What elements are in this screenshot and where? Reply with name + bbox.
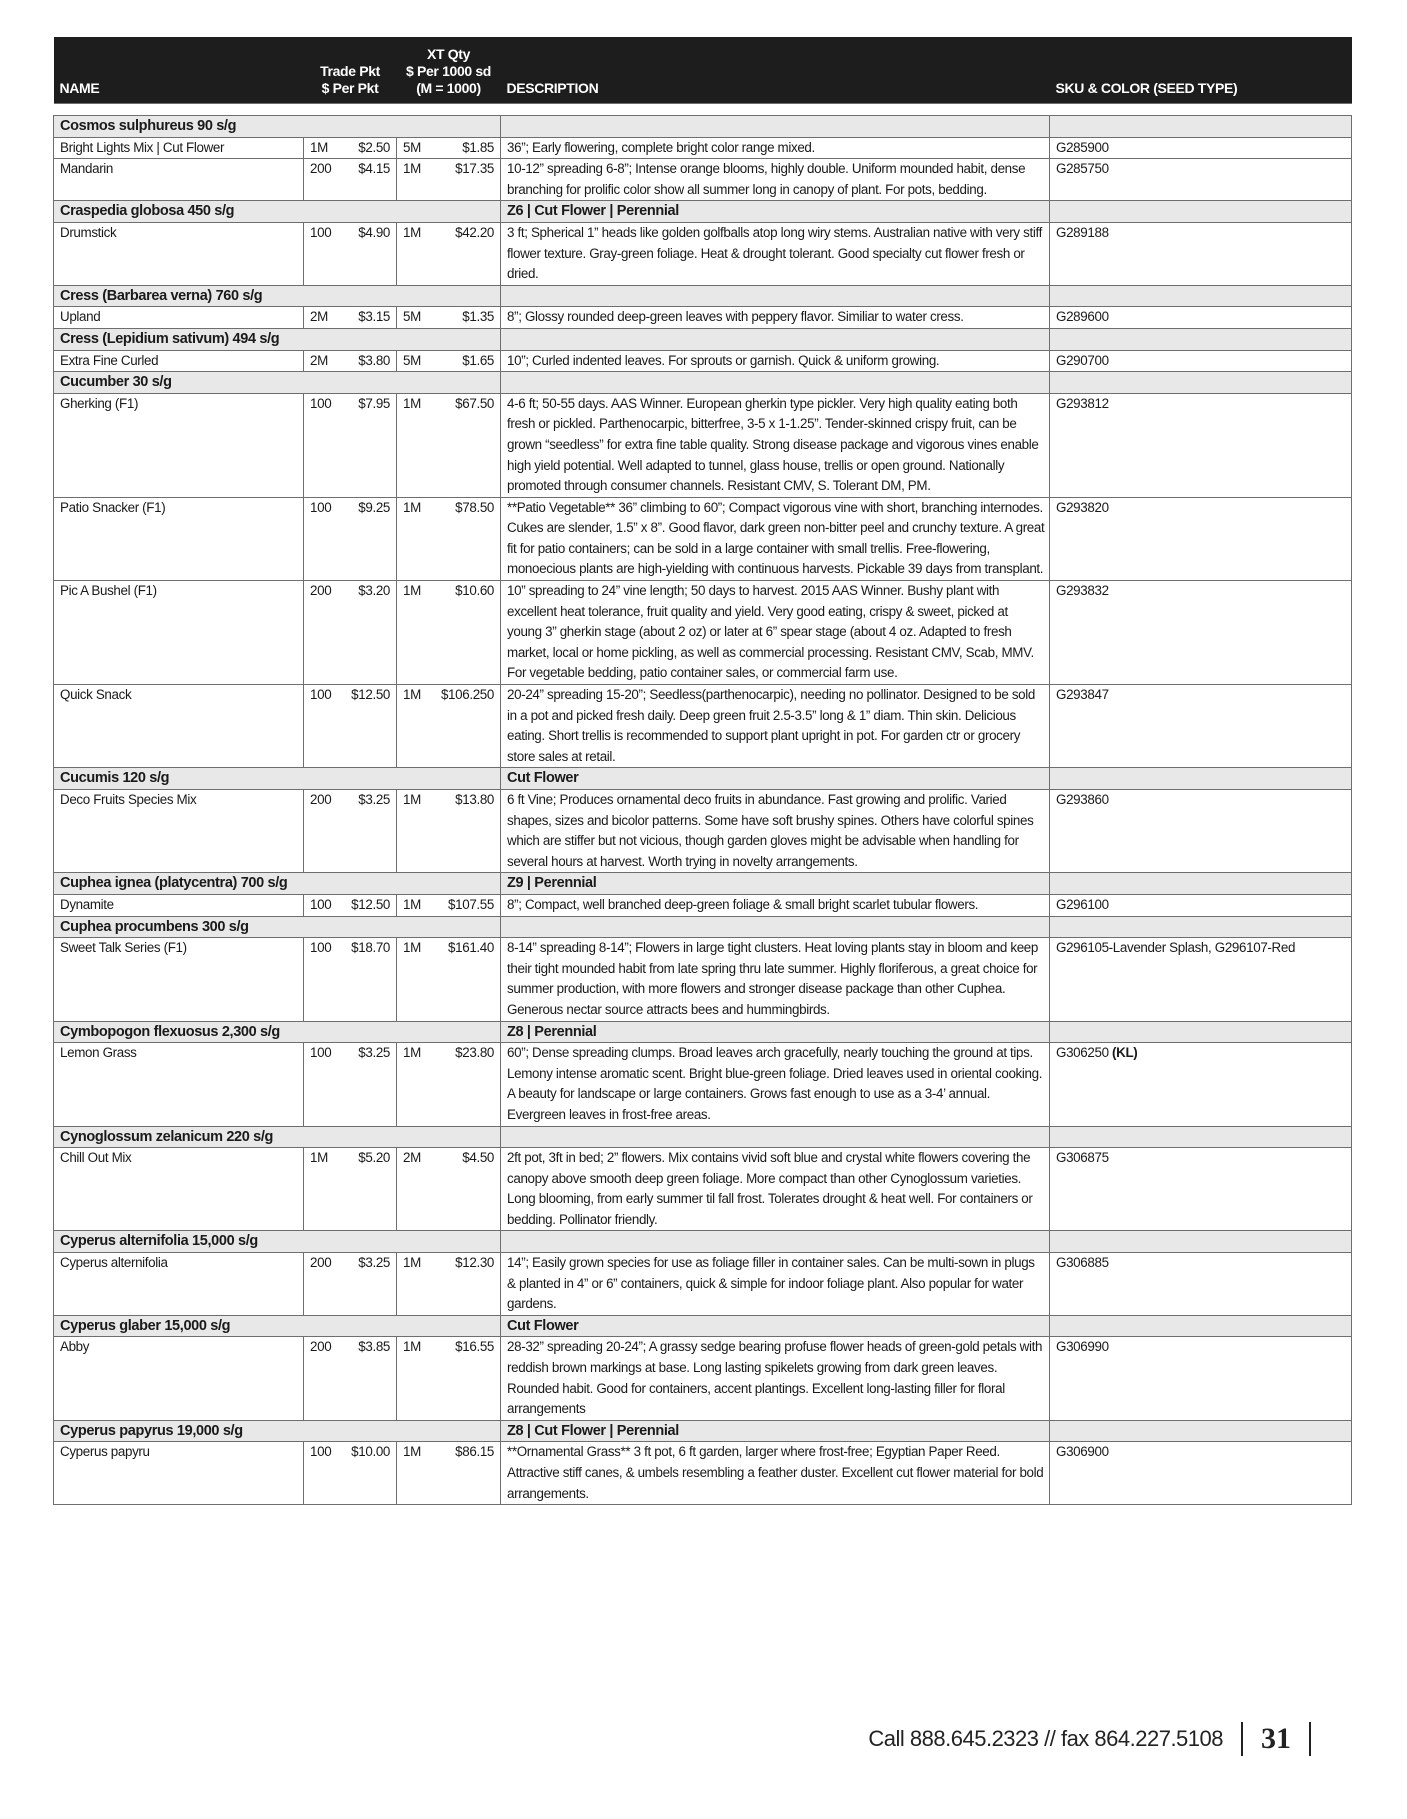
xt-price: $12.30 <box>432 1253 501 1316</box>
species-title: Cucumber 30 s/g <box>54 372 501 394</box>
sku-cell <box>1050 581 1352 685</box>
variety-description: 8”; Compact, well branched deep-green foliage & small bright scarlet tubular flowers. <box>501 894 1050 916</box>
sku-code: G285900 <box>1056 139 1109 155</box>
species-title: Cress (Barbarea verna) 760 s/g <box>54 285 501 307</box>
variety-description: 8-14” spreading 8-14”; Flowers in large tight clusters. Heat loving plants stay in bloom and keep their tight mounded habit from late spring thru late summer. Highly floriferous, a great choice for summer production, with more flowers and stronger disease package than other Cuphea. Generous nectar source attracts bees and hummingbirds. <box>501 938 1050 1021</box>
xt-qty: 1M <box>397 1442 432 1505</box>
sku-cell <box>1050 1442 1352 1505</box>
variety-row <box>54 350 1352 372</box>
header-row <box>54 37 1352 104</box>
xt-qty: 1M <box>397 159 432 201</box>
variety-row <box>54 1043 1352 1126</box>
xt-qty: 1M <box>397 1337 432 1420</box>
sku-code: G293860 <box>1056 792 1109 807</box>
trade-price: $3.25 <box>344 790 397 873</box>
species-header-row <box>54 201 1352 223</box>
trade-price: $10.00 <box>344 1442 397 1505</box>
sku-cell <box>1050 350 1352 372</box>
variety-row <box>54 581 1352 685</box>
page-number: 31 <box>1261 1722 1291 1755</box>
species-sku-blank <box>1050 1021 1352 1043</box>
species-header-row <box>54 1231 1352 1253</box>
species-header-row <box>54 285 1352 307</box>
trade-qty: 100 <box>304 685 344 768</box>
trade-price: $3.85 <box>344 1337 397 1420</box>
trade-price: $3.80 <box>344 350 397 372</box>
variety-name: Abby <box>54 1337 304 1420</box>
sku-cell <box>1050 938 1352 1021</box>
species-note <box>501 328 1050 350</box>
variety-row <box>54 393 1352 497</box>
xt-price: $161.40 <box>432 938 501 1021</box>
variety-description: 14”; Easily grown species for use as foliage filler in container sales. Can be multi-sown in plugs & planted in 4” or 6” containers, quick & simple for indoor foliage plant. Also popular for water gardens. <box>501 1253 1050 1316</box>
sku-code: G290700 <box>1056 352 1109 368</box>
trade-price: $9.25 <box>344 497 397 580</box>
col-header-description: DESCRIPTION <box>501 37 1050 104</box>
seed-catalog-table <box>53 37 1352 1505</box>
trade-price: $12.50 <box>344 894 397 916</box>
trade-qty: 200 <box>304 159 344 201</box>
sku-cell <box>1050 497 1352 580</box>
species-note <box>501 916 1050 938</box>
xt-qty: 5M <box>397 137 432 159</box>
col-header-trade-pkt <box>304 37 397 104</box>
variety-row <box>54 159 1352 201</box>
sku-code: G293847 <box>1056 687 1109 703</box>
species-note <box>501 1231 1050 1253</box>
species-header-row <box>54 328 1352 350</box>
variety-row <box>54 1148 1352 1231</box>
species-note <box>501 116 1050 138</box>
species-sku-blank <box>1050 873 1352 895</box>
sku-code: G296105-Lavender Splash, G296107-Red <box>1056 940 1296 956</box>
trade-qty: 100 <box>304 894 344 916</box>
xt-qty: 1M <box>397 1253 432 1316</box>
col-header-sku: SKU & COLOR (SEED TYPE) <box>1050 37 1352 104</box>
sku-cell <box>1050 159 1352 201</box>
trade-price: $3.25 <box>344 1043 397 1126</box>
species-header-row <box>54 768 1352 790</box>
species-header-row <box>54 916 1352 938</box>
variety-description: **Ornamental Grass** 3 ft pot, 6 ft garden, larger where frost-free; Egyptian Paper Reed. Attractive stiff canes, & umbels resembling a feather duster. Excellent cut flower material for bold arrangements. <box>501 1442 1050 1505</box>
xt-price: $106.250 <box>432 685 501 768</box>
sku-code: G306990 <box>1056 1339 1109 1355</box>
xt-qty: 1M <box>397 1043 432 1126</box>
variety-row <box>54 1442 1352 1505</box>
species-header-row <box>54 116 1352 138</box>
species-title: Cynoglossum zelanicum 220 s/g <box>54 1126 501 1148</box>
xt-qty: 1M <box>397 894 432 916</box>
species-note: Cut Flower <box>501 1315 1050 1337</box>
variety-row <box>54 1337 1352 1420</box>
variety-name: Drumstick <box>54 222 304 285</box>
trade-price: $4.15 <box>344 159 397 201</box>
xt-header-line2: $ Per 1000 sd <box>406 63 491 79</box>
trade-header-line1: Trade Pkt <box>320 63 380 79</box>
species-note <box>501 372 1050 394</box>
variety-name: Cyperus papyru <box>54 1442 304 1505</box>
variety-description: 10” spreading to 24” vine length; 50 days to harvest. 2015 AAS Winner. Bushy plant with excellent heat tolerance, fruit quality and yield. Very good eating, crispy & sweet, picked at young 3” gherkin stage (about 2 oz) or later at 6” spear stage (about 4 oz. Adapted to fresh market, local or home pickling, as well as commercial processing. Resistant CMV, Scab, MMV. For vegetable bedding, patio container sales, or commercial farm use. <box>501 581 1050 685</box>
xt-price: $107.55 <box>432 894 501 916</box>
xt-price: $4.50 <box>432 1148 501 1231</box>
xt-qty: 1M <box>397 581 432 685</box>
variety-name: Quick Snack <box>54 685 304 768</box>
xt-header-line1: XT Qty <box>427 46 471 62</box>
xt-price: $23.80 <box>432 1043 501 1126</box>
xt-price: $13.80 <box>432 790 501 873</box>
species-header-row <box>54 1315 1352 1337</box>
variety-row <box>54 137 1352 159</box>
trade-price: $3.20 <box>344 581 397 685</box>
header-spacer <box>54 104 1352 116</box>
xt-price: $67.50 <box>432 393 501 497</box>
species-note: Z8 | Perennial <box>501 1021 1050 1043</box>
species-sku-blank <box>1050 1315 1352 1337</box>
xt-qty: 1M <box>397 393 432 497</box>
xt-price: $1.35 <box>432 307 501 329</box>
trade-header-line2: $ Per Pkt <box>321 80 379 96</box>
variety-description: 4-6 ft; 50-55 days. AAS Winner. European gherkin type pickler. Very high quality eating both fresh or pickled. Parthenocarpic, bitterfree, 3-5 x 1-1.25”. Tender-skinned crispy fruit, can be grown “seedless” for extra fine table quality. Strong disease package and vigorous vines enable high yield potential. Well adapted to tunnel, glass house, trellis or open ground. Nationally promoted through consumer channels. Resistant CMV, S. Tolerant DM, PM. <box>501 393 1050 497</box>
xt-price: $10.60 <box>432 581 501 685</box>
trade-qty: 100 <box>304 1442 344 1505</box>
variety-name: Patio Snacker (F1) <box>54 497 304 580</box>
trade-price: $12.50 <box>344 685 397 768</box>
variety-description: 36”; Early flowering, complete bright color range mixed. <box>501 137 1050 159</box>
species-sku-blank <box>1050 285 1352 307</box>
sku-code: G306885 <box>1056 1255 1109 1271</box>
trade-qty: 200 <box>304 581 344 685</box>
xt-qty: 1M <box>397 790 432 873</box>
species-note: Z9 | Perennial <box>501 873 1050 895</box>
species-header-row <box>54 873 1352 895</box>
variety-name: Mandarin <box>54 159 304 201</box>
species-title: Cyperus papyrus 19,000 s/g <box>54 1420 501 1442</box>
species-title: Cress (Lepidium sativum) 494 s/g <box>54 328 501 350</box>
xt-price: $17.35 <box>432 159 501 201</box>
variety-description: 10”; Curled indented leaves. For sprouts or garnish. Quick & uniform growing. <box>501 350 1050 372</box>
variety-name: Upland <box>54 307 304 329</box>
xt-qty: 1M <box>397 222 432 285</box>
species-title: Craspedia globosa 450 s/g <box>54 201 501 223</box>
sku-cell <box>1050 1043 1352 1126</box>
xt-qty: 1M <box>397 497 432 580</box>
species-header-row <box>54 1126 1352 1148</box>
variety-description: 28-32” spreading 20-24”; A grassy sedge bearing profuse flower heads of green-gold petals with reddish brown markings at base. Long lasting spikelets growing from dark green leaves. Rounded habit. Good for containers, accent plantings. Excellent long-lasting filler for floral arrangements <box>501 1337 1050 1420</box>
xt-price: $42.20 <box>432 222 501 285</box>
sku-cell <box>1050 1148 1352 1231</box>
variety-row <box>54 894 1352 916</box>
species-sku-blank <box>1050 201 1352 223</box>
species-sku-blank <box>1050 1231 1352 1253</box>
species-header-row <box>54 372 1352 394</box>
xt-price: $1.65 <box>432 350 501 372</box>
variety-description: 6 ft Vine; Produces ornamental deco fruits in abundance. Fast growing and prolific. Varied shapes, sizes and bicolor patterns. Some have soft brushy spines. Others have colorful spines which are stiffer but not vicious, though garden gloves might be advisable when handling for several hours at harvest. Worth trying in novelty arrangements. <box>501 790 1050 873</box>
footer-divider-right <box>1309 1722 1311 1756</box>
xt-price: $86.15 <box>432 1442 501 1505</box>
trade-qty: 200 <box>304 1253 344 1316</box>
species-header-row <box>54 1420 1352 1442</box>
variety-row <box>54 307 1352 329</box>
trade-price: $4.90 <box>344 222 397 285</box>
species-note: Z8 | Cut Flower | Perennial <box>501 1420 1050 1442</box>
trade-qty: 100 <box>304 938 344 1021</box>
sku-cell <box>1050 894 1352 916</box>
species-sku-blank <box>1050 1126 1352 1148</box>
col-header-name: NAME <box>54 37 304 104</box>
variety-name: Dynamite <box>54 894 304 916</box>
sku-code: G289188 <box>1056 224 1109 240</box>
variety-name: Chill Out Mix <box>54 1148 304 1231</box>
variety-row <box>54 497 1352 580</box>
sku-cell <box>1050 1337 1352 1420</box>
trade-qty: 100 <box>304 222 344 285</box>
xt-qty: 5M <box>397 350 432 372</box>
variety-description: 60”; Dense spreading clumps. Broad leaves arch gracefully, nearly touching the ground at tips. Lemony intense aromatic scent. Bright blue-green foliage. Dried leaves used in oriental cooking. A beauty for landscape or large containers. Grows fast enough to use as a 3-4’ annual. Evergreen leaves in frost-free areas. <box>501 1043 1050 1126</box>
variety-description: **Patio Vegetable** 36” climbing to 60”; Compact vigorous vine with short, branching internodes. Cukes are slender, 1.5” x 8”. Good flavor, dark green non-bitter peel and crunchy texture. A great fit for patio containers; can be sold in a large container with small trellis. Free-flowering, monoecious plants are high-yielding with continuous harvests. Pickable 39 days from transplant. <box>501 497 1050 580</box>
variety-name: Gherking (F1) <box>54 393 304 497</box>
sku-code: G293820 <box>1056 499 1109 515</box>
catalog-body <box>54 104 1352 1505</box>
species-note: Cut Flower <box>501 768 1050 790</box>
trade-qty: 100 <box>304 393 344 497</box>
sku-code: G306875 <box>1056 1150 1109 1166</box>
xt-price: $16.55 <box>432 1337 501 1420</box>
species-note <box>501 285 1050 307</box>
xt-qty: 1M <box>397 938 432 1021</box>
trade-qty: 1M <box>304 137 344 159</box>
sku-code: G296100 <box>1056 896 1109 912</box>
xt-header-line3: (M = 1000) <box>416 80 481 96</box>
variety-name: Bright Lights Mix | Cut Flower <box>54 137 304 159</box>
variety-description: 10-12” spreading 6-8”; Intense orange blooms, highly double. Uniform mounded habit, dense branching for prolific color show all summer long in canopy of plant. For pots, bedding. <box>501 159 1050 201</box>
variety-row <box>54 790 1352 873</box>
footer-divider <box>1241 1722 1243 1756</box>
spacer-cell <box>54 104 1352 116</box>
trade-price: $18.70 <box>344 938 397 1021</box>
species-sku-blank <box>1050 372 1352 394</box>
sku-cell <box>1050 137 1352 159</box>
sku-cell <box>1050 307 1352 329</box>
xt-qty: 5M <box>397 307 432 329</box>
variety-description: 2ft pot, 3ft in bed; 2” flowers. Mix contains vivid soft blue and crystal white flowers covering the canopy above smooth deep green foliage. More compact than other Cynoglossum varieties. Long blooming, from early summer til fall frost. Tolerates drought & heat well. For containers or bedding. Pollinator friendly. <box>501 1148 1050 1231</box>
sku-code: G293812 <box>1056 395 1109 411</box>
species-title: Cosmos sulphureus 90 s/g <box>54 116 501 138</box>
species-header-row <box>54 1021 1352 1043</box>
trade-qty: 2M <box>304 307 344 329</box>
variety-name: Extra Fine Curled <box>54 350 304 372</box>
sku-cell <box>1050 393 1352 497</box>
variety-name: Cyperus alternifolia <box>54 1253 304 1316</box>
xt-price: $1.85 <box>432 137 501 159</box>
trade-price: $5.20 <box>344 1148 397 1231</box>
col-header-xt-qty <box>397 37 501 104</box>
sku-cell <box>1050 1253 1352 1316</box>
sku-code: G293832 <box>1056 583 1109 599</box>
variety-row <box>54 1253 1352 1316</box>
species-sku-blank <box>1050 1420 1352 1442</box>
species-title: Cucumis 120 s/g <box>54 768 501 790</box>
trade-qty: 200 <box>304 790 344 873</box>
sku-code: G306900 <box>1056 1444 1109 1460</box>
xt-price: $78.50 <box>432 497 501 580</box>
variety-name: Deco Fruits Species Mix <box>54 790 304 873</box>
trade-price: $3.15 <box>344 307 397 329</box>
species-sku-blank <box>1050 328 1352 350</box>
seed-type-tag: (KL) <box>1112 1045 1138 1061</box>
trade-price: $3.25 <box>344 1253 397 1316</box>
species-sku-blank <box>1050 768 1352 790</box>
variety-name: Lemon Grass <box>54 1043 304 1126</box>
xt-qty: 2M <box>397 1148 432 1231</box>
species-title: Cymbopogon flexuosus 2,300 s/g <box>54 1021 501 1043</box>
trade-qty: 100 <box>304 1043 344 1126</box>
species-title: Cuphea procumbens 300 s/g <box>54 916 501 938</box>
species-note: Z6 | Cut Flower | Perennial <box>501 201 1050 223</box>
species-sku-blank <box>1050 916 1352 938</box>
trade-price: $7.95 <box>344 393 397 497</box>
species-note <box>501 1126 1050 1148</box>
variety-row <box>54 938 1352 1021</box>
species-title: Cyperus glaber 15,000 s/g <box>54 1315 501 1337</box>
sku-cell <box>1050 790 1352 873</box>
variety-description: 20-24” spreading 15-20”; Seedless(parthenocarpic), needing no pollinator. Designed to be sold in a pot and picked fresh daily. Deep green fruit 2.5-3.5” long & 1” diam. Thin skin. Delicious eating. Short trellis is recommended to support plant upright in pot. For garden ctr or grocery store sales at retail. <box>501 685 1050 768</box>
page-footer <box>868 1722 1329 1756</box>
variety-row <box>54 222 1352 285</box>
trade-qty: 2M <box>304 350 344 372</box>
trade-qty: 1M <box>304 1148 344 1231</box>
sku-code: G306250 <box>1056 1045 1109 1061</box>
sku-code: G289600 <box>1056 309 1109 325</box>
trade-qty: 200 <box>304 1337 344 1420</box>
variety-description: 3 ft; Spherical 1” heads like golden golfballs atop long wiry stems. Australian native with very stiff flower texture. Gray-green foliage. Heat & drought tolerant. Good specialty cut flower fresh or dried. <box>501 222 1050 285</box>
variety-description: 8”; Glossy rounded deep-green leaves with peppery flavor. Similiar to water cress. <box>501 307 1050 329</box>
sku-cell <box>1050 685 1352 768</box>
species-sku-blank <box>1050 116 1352 138</box>
variety-name: Sweet Talk Series (F1) <box>54 938 304 1021</box>
contact-line: Call 888.645.2323 // fax 864.227.5108 <box>868 1726 1223 1751</box>
trade-price: $2.50 <box>344 137 397 159</box>
species-title: Cyperus alternifolia 15,000 s/g <box>54 1231 501 1253</box>
variety-name: Pic A Bushel (F1) <box>54 581 304 685</box>
species-title: Cuphea ignea (platycentra) 700 s/g <box>54 873 501 895</box>
sku-code: G285750 <box>1056 161 1109 177</box>
variety-row <box>54 685 1352 768</box>
xt-qty: 1M <box>397 685 432 768</box>
sku-cell <box>1050 222 1352 285</box>
trade-qty: 100 <box>304 497 344 580</box>
